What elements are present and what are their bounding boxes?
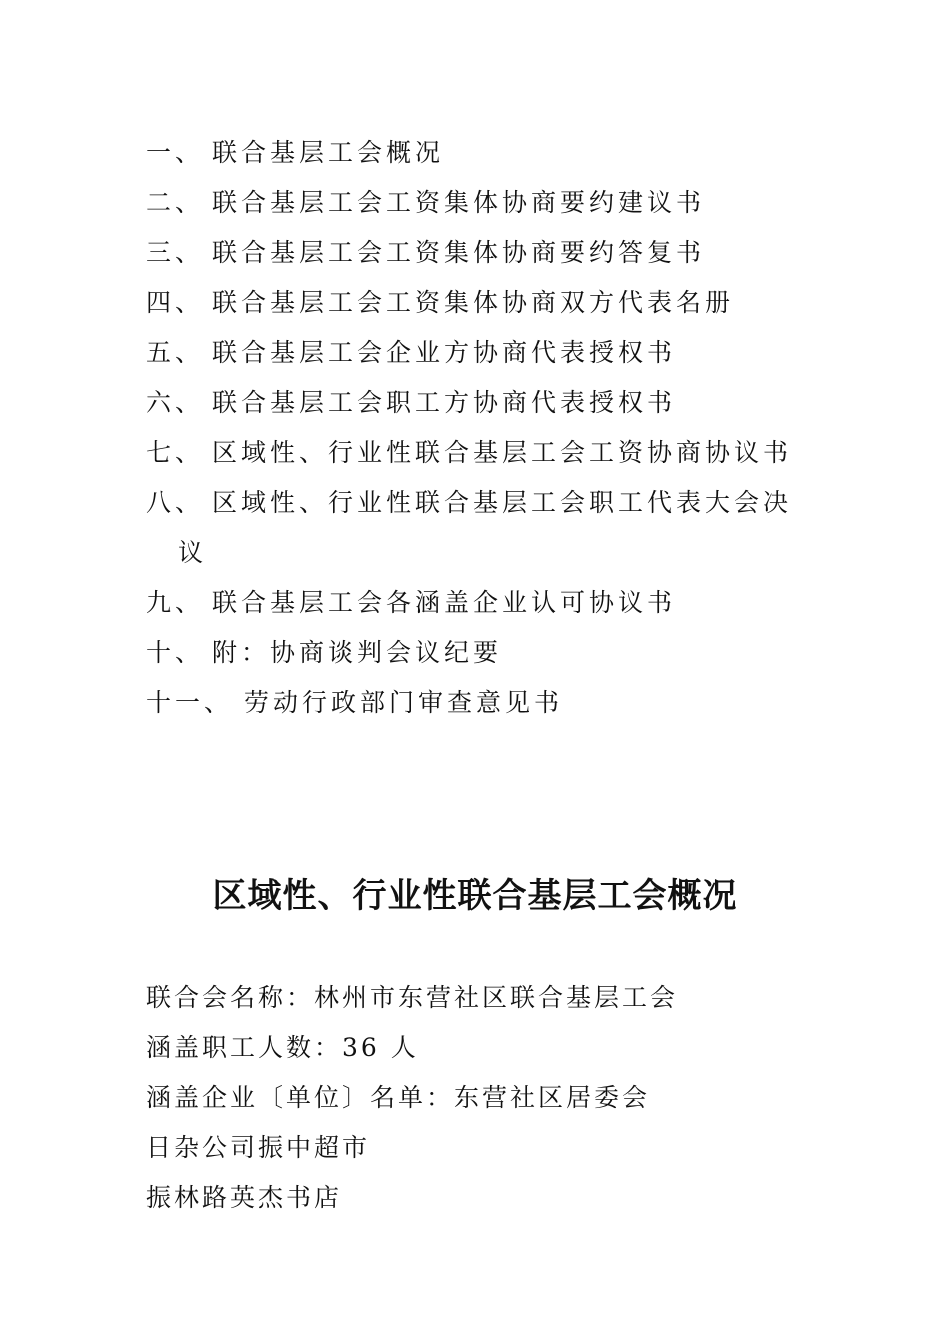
toc-item-4 — [146, 278, 826, 328]
toc-number: 五、 — [146, 338, 205, 367]
toc-text: 劳动行政部门审查意见书 — [244, 688, 564, 717]
enterprise-item: 日杂公司振中超市 — [146, 1133, 371, 1162]
toc-number: 九、 — [146, 588, 205, 617]
toc-number: 十、 — [146, 638, 205, 667]
enterprise-list-line: 涵盖企业〔单位〕名单：东营社区居委会 — [146, 1083, 651, 1112]
enterprise-item: 振林路英杰书店 — [146, 1183, 343, 1212]
employee-count-line: 涵盖职工人数：36 人 — [146, 1033, 419, 1062]
union-name-line: 联合会名称：林州市东营社区联合基层工会 — [146, 983, 679, 1012]
union-info — [146, 973, 846, 1223]
toc-text-wrapped — [178, 478, 812, 578]
toc-text: 附：协商谈判会议纪要 — [212, 638, 503, 667]
toc-number: 四、 — [146, 288, 205, 317]
toc-text: 区域性、行业性联合基层工会工资协商协议书 — [212, 438, 793, 467]
toc-item-10 — [146, 628, 826, 678]
toc-text-continuation: 议 — [178, 538, 208, 567]
toc-text: 联合基层工会概况 — [212, 138, 445, 167]
toc-item-8 — [146, 478, 826, 578]
toc-number: 二、 — [146, 188, 205, 217]
toc-item-11 — [146, 678, 826, 728]
toc-item-2 — [146, 178, 826, 228]
toc-item-3 — [146, 228, 826, 278]
toc-text: 联合基层工会职工方协商代表授权书 — [212, 388, 677, 417]
toc-number: 七、 — [146, 438, 205, 467]
toc-item-6 — [146, 378, 826, 428]
toc-item-1 — [146, 128, 826, 178]
toc-text: 区域性、行业性联合基层工会职工代表大会决 — [212, 488, 793, 517]
section-title: 区域性、行业性联合基层工会概况 — [212, 876, 738, 916]
toc-item-5 — [146, 328, 826, 378]
toc-number: 一、 — [146, 138, 205, 167]
toc-number: 六、 — [146, 388, 205, 417]
toc-item-7 — [146, 428, 826, 478]
toc-text: 联合基层工会工资集体协商要约答复书 — [212, 238, 706, 267]
toc-text: 联合基层工会各涵盖企业认可协议书 — [212, 588, 677, 617]
toc-number: 十一、 — [146, 688, 234, 717]
toc-text: 联合基层工会工资集体协商要约建议书 — [212, 188, 706, 217]
toc-number: 八、 — [146, 488, 205, 517]
table-of-contents — [146, 128, 826, 728]
toc-text: 联合基层工会企业方协商代表授权书 — [212, 338, 677, 367]
toc-item-9 — [146, 578, 826, 628]
toc-text: 联合基层工会工资集体协商双方代表名册 — [212, 288, 735, 317]
toc-number: 三、 — [146, 238, 205, 267]
